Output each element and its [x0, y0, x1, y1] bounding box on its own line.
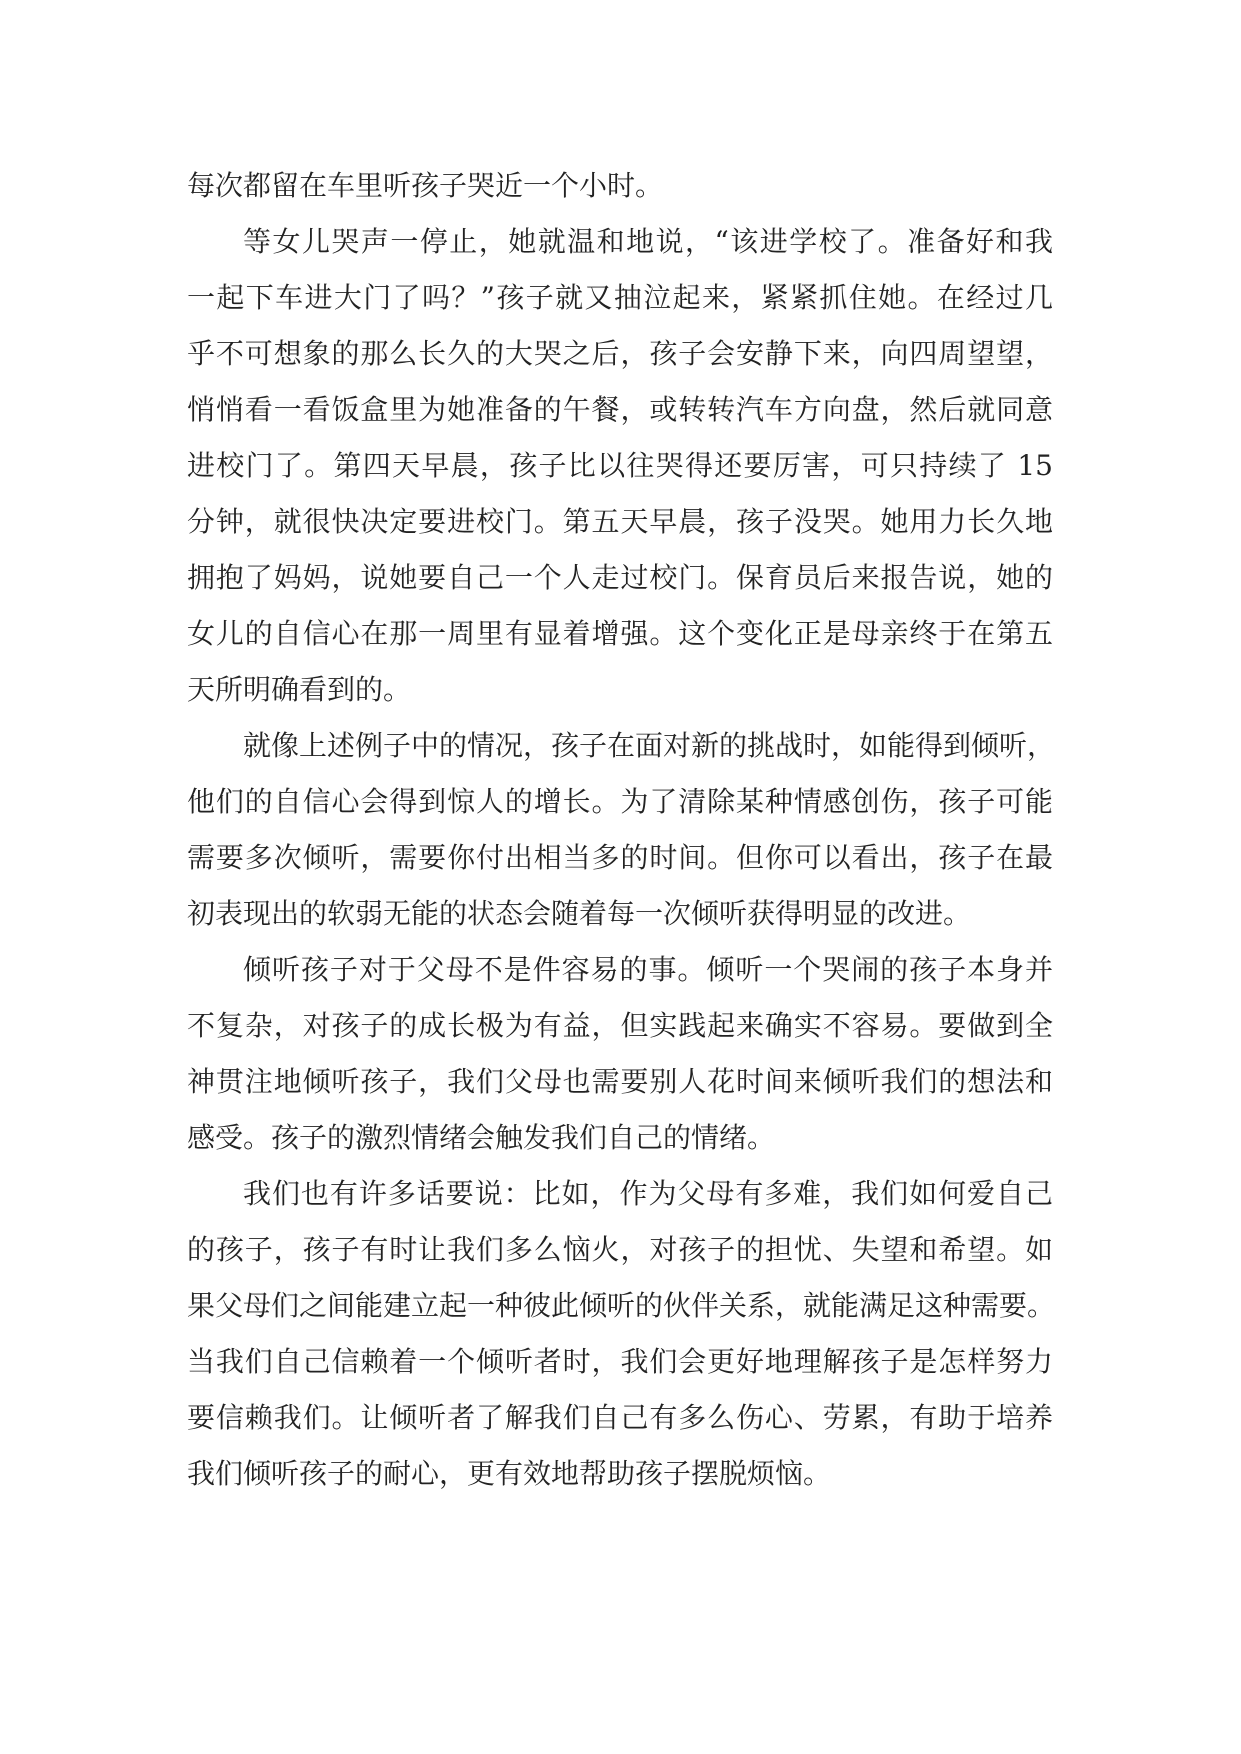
text-line: 进校门了。第四天早晨，孩子比以往哭得还要厉害，可只持续了 15 [187, 449, 1053, 482]
text-line: 拥抱了妈妈，说她要自己一个人走过校门。保育员后来报告说，她的 [187, 561, 1053, 594]
text-line: 当我们自己信赖着一个倾听者时，我们会更好地理解孩子是怎样努力 [187, 1345, 1053, 1378]
text-line: 他们的自信心会得到惊人的增长。为了清除某种情感创伤，孩子可能 [187, 785, 1053, 818]
paragraph [187, 942, 1053, 1166]
text-line: 乎不可想象的那么长久的大哭之后，孩子会安静下来，向四周望望， [187, 337, 1053, 370]
text-line: 就像上述例子中的情况，孩子在面对新的挑战时，如能得到倾听， [243, 729, 1056, 762]
text-line: 不复杂，对孩子的成长极为有益，但实践起来确实不容易。要做到全 [187, 1009, 1053, 1042]
text-line: 悄悄看一看饭盒里为她准备的午餐，或转转汽车方向盘，然后就同意 [187, 393, 1053, 426]
text-line: 要信赖我们。让倾听者了解我们自己有多么伤心、劳累，有助于培养 [187, 1401, 1053, 1434]
text-line: 的孩子，孩子有时让我们多么恼火，对孩子的担忧、失望和希望。如 [187, 1233, 1053, 1266]
text-line: 等女儿哭声一停止，她就温和地说，“该进学校了。准备好和我 [243, 225, 1053, 258]
text-line: 需要多次倾听，需要你付出相当多的时间。但你可以看出，孩子在最 [187, 841, 1053, 874]
paragraph [187, 214, 1053, 718]
document-page [187, 158, 1056, 1502]
text-line: 我们倾听孩子的耐心，更有效地帮助孩子摆脱烦恼。 [187, 1457, 832, 1490]
text-line: 我们也有许多话要说：比如，作为父母有多难，我们如何爱自己 [243, 1177, 1053, 1210]
text-line: 倾听孩子对于父母不是件容易的事。倾听一个哭闹的孩子本身并 [243, 953, 1053, 986]
paragraph [187, 718, 1056, 942]
text-line: 神贯注地倾听孩子，我们父母也需要别人花时间来倾听我们的想法和 [187, 1065, 1053, 1098]
text-line: 初表现出的软弱无能的状态会随着每一次倾听获得明显的改进。 [187, 897, 972, 930]
paragraph [187, 1166, 1056, 1502]
text-line: 每次都留在车里听孩子哭近一个小时。 [187, 169, 664, 202]
text-line: 分钟，就很快决定要进校门。第五天早晨，孩子没哭。她用力长久地 [187, 505, 1053, 538]
text-line: 果父母们之间能建立起一种彼此倾听的伙伴关系，就能满足这种需要。 [187, 1289, 1056, 1322]
paragraph [187, 158, 1053, 214]
text-line: 一起下车进大门了吗？”孩子就又抽泣起来，紧紧抓住她。在经过几 [187, 281, 1053, 314]
text-line: 天所明确看到的。 [187, 673, 412, 706]
text-line: 女儿的自信心在那一周里有显着增强。这个变化正是母亲终于在第五 [187, 617, 1053, 650]
text-line: 感受。孩子的激烈情绪会触发我们自己的情绪。 [187, 1121, 776, 1154]
